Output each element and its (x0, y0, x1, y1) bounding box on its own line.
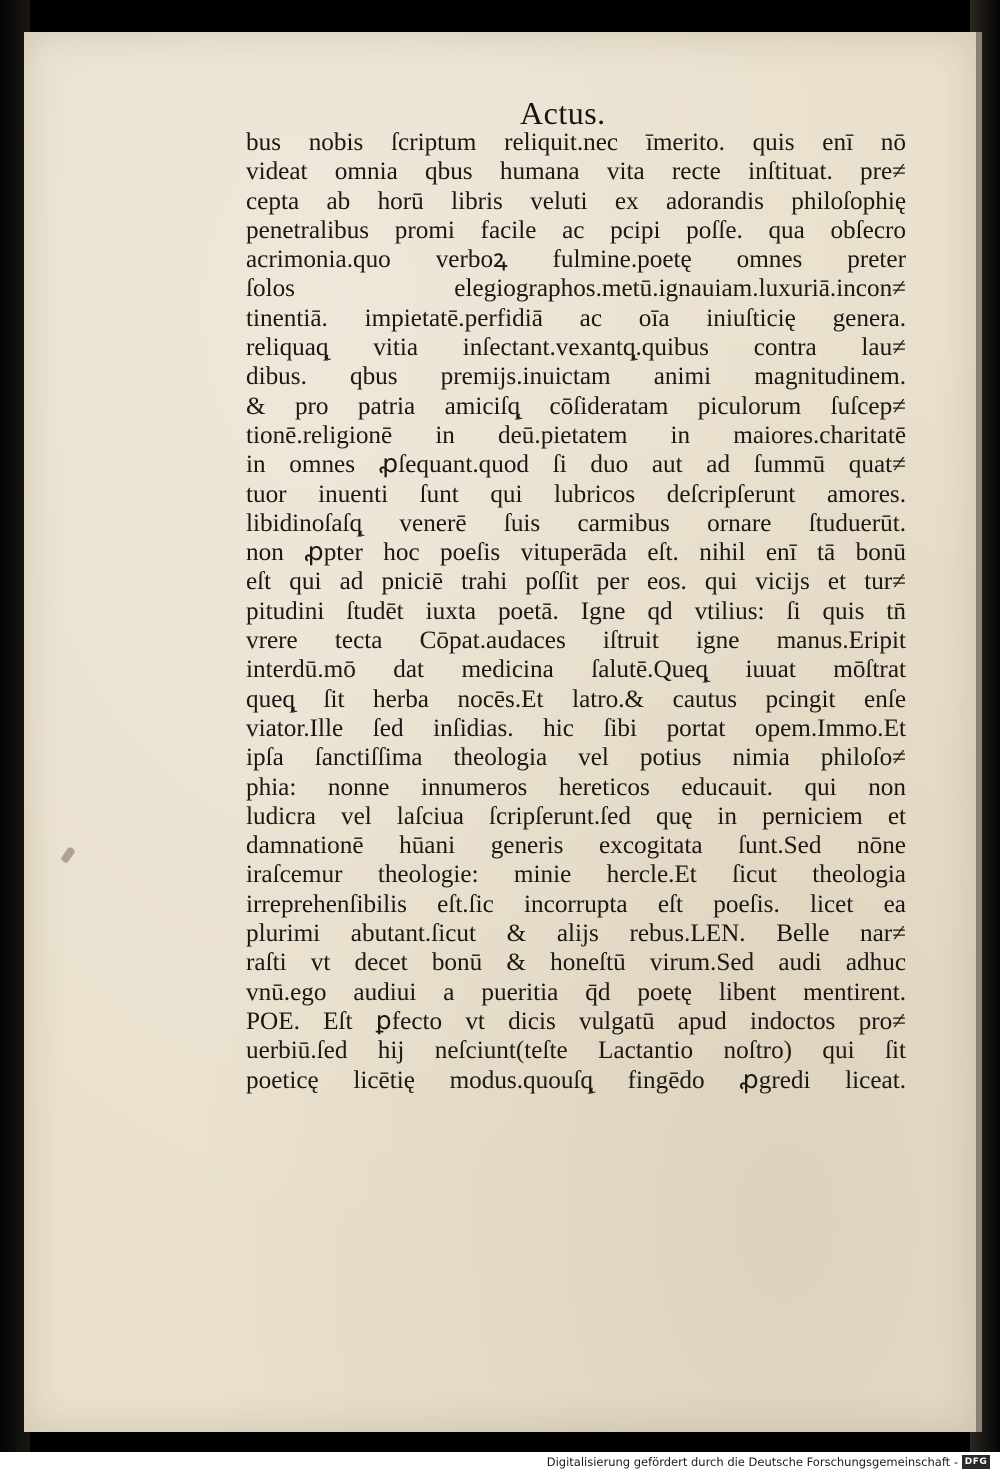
text-line: plurimi abutant.ſicut & alijs rebus.LEN. Belle nar≠ (246, 920, 906, 948)
paper-blemish (60, 846, 76, 864)
text-line: & pro patria amiciſq̨ cōſideratam piculorum ſuſcep≠ (246, 392, 906, 420)
page-text-block (246, 128, 936, 1095)
text-line: tionē.religionē in deū.pietatem in maiores.charitatē (246, 421, 906, 449)
text-line: ſolos elegiographos.metū.ignauiam.luxuriā.incon≠ (246, 275, 906, 303)
text-line: raſti vt decet bonū & honeſtū virum.Sed audi adhuc (246, 949, 906, 977)
text-line: acrimonia.quo verboꝝ fulmine.poetę omnes preter (246, 246, 906, 274)
text-line: viator.Ille ſed inſidias. hic ſibi portat opem.Immo.Et (246, 714, 906, 742)
dfg-logo-icon: DFG (962, 1455, 990, 1469)
text-line: tuor inuenti ſunt qui lubricos deſcripſerunt amores. (246, 480, 906, 508)
text-line: irreprehenſibilis eſt.ſic incorrupta eſt poeſis. licet ea (246, 890, 906, 918)
text-line: interdū.mō dat medicina ſalutē.Queq̨ iuuat mōſtrat (246, 656, 906, 684)
text-line: iraſcemur theologie: minie hercle.Et ſicut theologia (246, 861, 906, 889)
text-line: pitudini ſtudēt iuxta poetā. Igne qd vtilius: ſi quis tn̄ (246, 597, 906, 625)
text-line: penetralibus promi facile ac pcipi poſſe. qua obſecro (246, 216, 906, 244)
text-line: poeticę licētię modus.quouſq̨ fingēdo ꝓgredi liceat. (246, 1066, 906, 1094)
funding-credit: Digitalisierung gefördert durch die Deutsche Forschungsgemeinschaft - (546, 1455, 958, 1469)
text-line: ipſa ſanctiſſima theologia vel potius nimia philoſo≠ (246, 744, 906, 772)
text-line: videat omnia qbus humana vita recte inſtituat. pre≠ (246, 158, 906, 186)
text-line: vrere tecta Cōpat.audaces iſtruit igne manus.Eripit (246, 627, 906, 655)
text-line: reliquaq̨ vitia inſectant.vexantq̨.quibus contra lau≠ (246, 334, 906, 362)
digitization-footer (0, 1452, 1000, 1473)
text-line: tinentiā. impietatē.perfidiā ac oīa iniuſticię genera. (246, 304, 906, 332)
text-line: phia: nonne innumeros hereticos educauit. qui non (246, 773, 906, 801)
text-line: bus nobis ſcriptum reliquit.nec īmerito. quis enī nō (246, 129, 906, 156)
text-line: cepta ab horū libris veluti ex adorandis philoſophię (246, 187, 906, 215)
text-line: libidinoſaſq̨ venerē ſuis carmibus ornare ſtuduerūt. (246, 509, 906, 537)
text-line: damnationē hūani generis excogitata ſunt.Sed nōne (246, 832, 906, 860)
text-line: eſt qui ad pniciē trahi poſſit per eos. qui vicijs et tur≠ (246, 568, 906, 596)
text-line: vnū.ego audiui a pueritia q̄d poetę libent mentirent. (246, 978, 906, 1006)
text-line: non ꝓpter hoc poeſis vituperāda eſt. nihil enī tā bonū (246, 539, 906, 567)
text-line: dibus. qbus premijs.inuictam animi magnitudinem. (246, 363, 906, 391)
text-line: uerbiū.ſed hij neſciunt(teſte Lactantio noſtro) qui ſit (246, 1037, 906, 1065)
text-line: POE. Eſt ꝑfecto vt dicis vulgatū apud indoctos pro≠ (246, 1007, 906, 1035)
running-head: Actus. (520, 95, 606, 131)
text-line: ludicra vel laſciua ſcripſerunt.ſed quę in perniciem et (246, 802, 906, 830)
text-line: in omnes ꝓſequant.quod ſi duo aut ad ſummū quat≠ (246, 451, 906, 479)
text-line: queq̨ ſit herba nocēs.Et latro.& cautus pcingit enſe (246, 685, 906, 713)
